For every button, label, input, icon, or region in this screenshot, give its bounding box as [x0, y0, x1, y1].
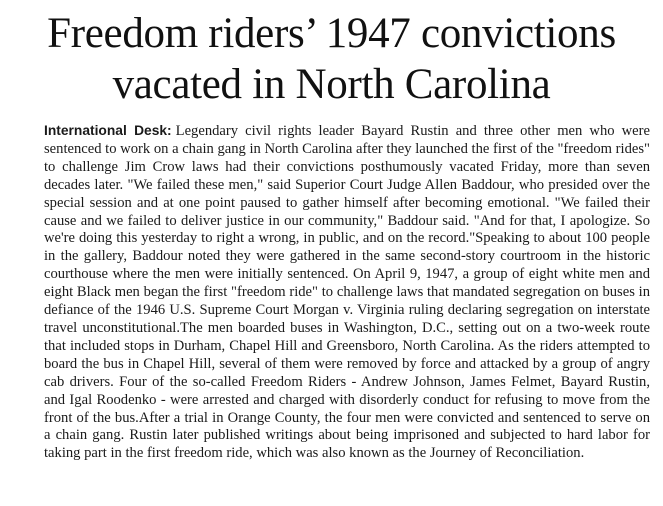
- article-text: Legendary civil rights leader Bayard Rustin and three other men who were sentenced to work on a chain gang in North Carolina after they launched the first of the "freedom rides" to challenge Jim Crow laws had their convictions posthumously vacated Friday, more than seven decades later. "We failed these men," said Superior Court Judge Allen Baddour, who presided over the special session and at one point paused to gather himself after becoming emotional. "We failed their cause and we failed to deliver justice in our community," Baddour said. "And for that, I apologize. So we're doing this yesterday to right a wrong, in public, and on the record."Speaking to about 100 people in the gallery, Baddour noted they were gathered in the same second-story courtroom in the historic courthouse where the men were initially sentenced. On April 9, 1947, a group of eight white men and eight Black men began the first "freedom ride" to challenge laws that mandated segregation on buses in defiance of the 1946 U.S. Supreme Court Morgan v. Virginia ruling declaring segregation on interstate travel unconstitutional.The men boarded buses in Washington, D.C., setting out on a two-week route that included stops in Durham, Chapel Hill and Greensboro, North Carolina. As the riders attempted to board the bus in Chapel Hill, several of them were removed by force and attacked by a group of angry cab drivers. Four of the so-called Freedom Riders - Andrew Johnson, James Felmet, Bayard Rustin, and Igal Roodenko - were arrested and charged with disorderly conduct for refusing to move from the front of the bus.After a trial in Orange County, the four men were convicted and sentenced to serve on a chain gang. Rustin later published writings about being imprisoned and subjected to hard labor for taking part in the first freedom ride, which was also known as the Journey of Reconciliation.: [44, 123, 650, 462]
- headline-line-2: vacated in North Carolina: [112, 61, 551, 108]
- desk-label: International Desk:: [44, 123, 172, 138]
- headline: [0, 0, 663, 110]
- article-body: [44, 122, 650, 463]
- headline-line-1: Freedom riders’ 1947 convictions: [47, 10, 616, 57]
